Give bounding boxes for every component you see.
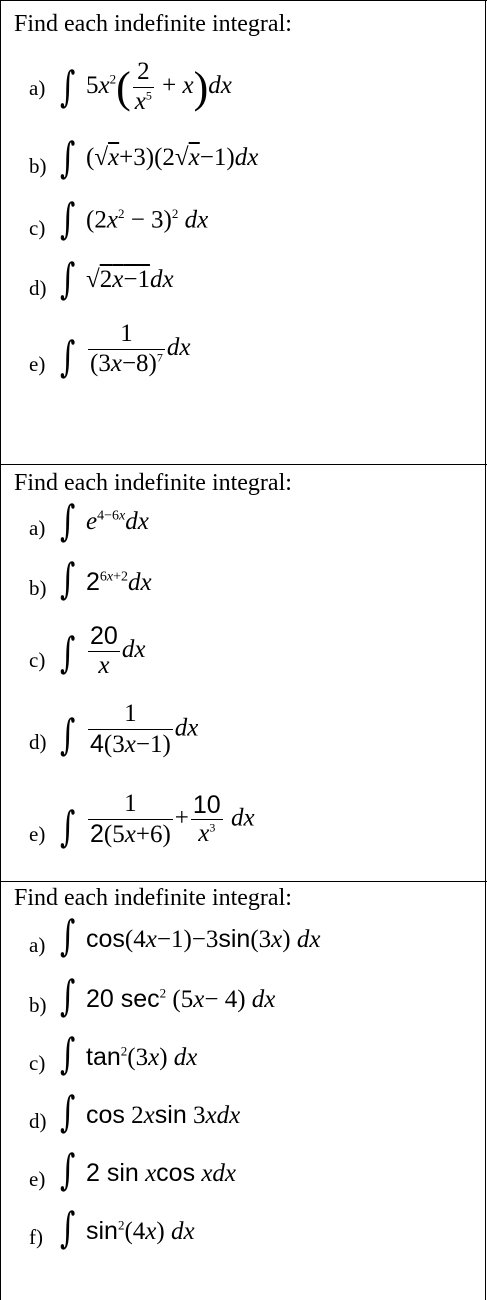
problem-label: e)	[29, 352, 46, 376]
integral-sign: ∫	[60, 496, 76, 545]
integrand: $\frac{1}{(3x-8)^7}$ dx	[90, 320, 191, 377]
integrand: 20 $\sec^2 (5x- 4)$ dx	[86, 985, 276, 1013]
integrand: $\tan^2(3x)$ dx	[86, 1043, 198, 1071]
integral-sign: ∫	[60, 1029, 76, 1078]
problem-label: f)	[29, 1225, 43, 1249]
problem-label: a)	[29, 516, 46, 540]
section-divider	[0, 464, 487, 465]
integrand: √2x−1dx	[86, 266, 174, 293]
problem-label: b)	[29, 576, 47, 600]
integral-sign: ∫	[60, 332, 76, 381]
integrand: $\frac{20}{x}$ dx	[90, 622, 146, 679]
integrand: 2 sin xcos xdx	[86, 1159, 237, 1187]
integral-sign: ∫	[60, 710, 76, 759]
top-border	[0, 0, 487, 1]
integral-sign: ∫	[60, 628, 76, 677]
integrand: $\frac{1}{4(3x-1)}$ dx	[90, 700, 199, 758]
integrand: $\sin^2(4x)$ dx	[86, 1217, 195, 1245]
integrand: cos 2xsin 3xdx	[86, 1101, 241, 1129]
integral-sign: ∫	[60, 62, 76, 111]
problem-label: d)	[29, 276, 47, 300]
problem-label: b)	[29, 993, 47, 1017]
integral-sign: ∫	[60, 802, 76, 851]
problem-label: e)	[29, 822, 46, 846]
problem-label: c)	[29, 648, 46, 672]
integrand: $\frac{1}{2(5x+6)}$ + $\frac{10}{x^3}$ dx	[90, 790, 255, 848]
integrand: $(2x^2 - 3)^2$ dx	[86, 206, 209, 234]
integral-sign: ∫	[60, 911, 76, 960]
section-heading: Find each indefinite integral:	[14, 470, 292, 496]
integral-sign: ∫	[60, 194, 76, 243]
integral-sign: ∫	[60, 554, 76, 603]
problem-label: c)	[29, 216, 46, 240]
problem-label: d)	[29, 1109, 47, 1133]
integral-sign: ∫	[60, 1087, 76, 1136]
section-heading: Find each indefinite integral:	[14, 11, 292, 37]
integrand: $e^{4-6x}dx$	[86, 508, 149, 535]
integrand: (√x+3)(2√x−1)dx	[86, 144, 259, 171]
problem-label: e)	[29, 1167, 46, 1191]
problem-label: c)	[29, 1051, 46, 1075]
integral-sign: ∫	[60, 1203, 76, 1252]
problem-label: a)	[29, 933, 46, 957]
integrand: $5x^2$( $\frac{2}{x^5}$ + x)dx	[86, 58, 232, 115]
problem-label: b)	[29, 154, 47, 178]
integral-sign: ∫	[60, 971, 76, 1020]
section-divider	[0, 881, 487, 882]
integral-sign: ∫	[60, 133, 76, 182]
problem-label: d)	[29, 730, 47, 754]
integrand: $2^{6x+2}dx$	[86, 568, 152, 596]
integrand: cos(4x−1)−3sin(3x) dx	[86, 925, 321, 953]
section-heading: Find each indefinite integral:	[14, 885, 292, 911]
integral-sign: ∫	[60, 1145, 76, 1194]
problem-label: a)	[29, 76, 46, 100]
integral-sign: ∫	[60, 254, 76, 303]
